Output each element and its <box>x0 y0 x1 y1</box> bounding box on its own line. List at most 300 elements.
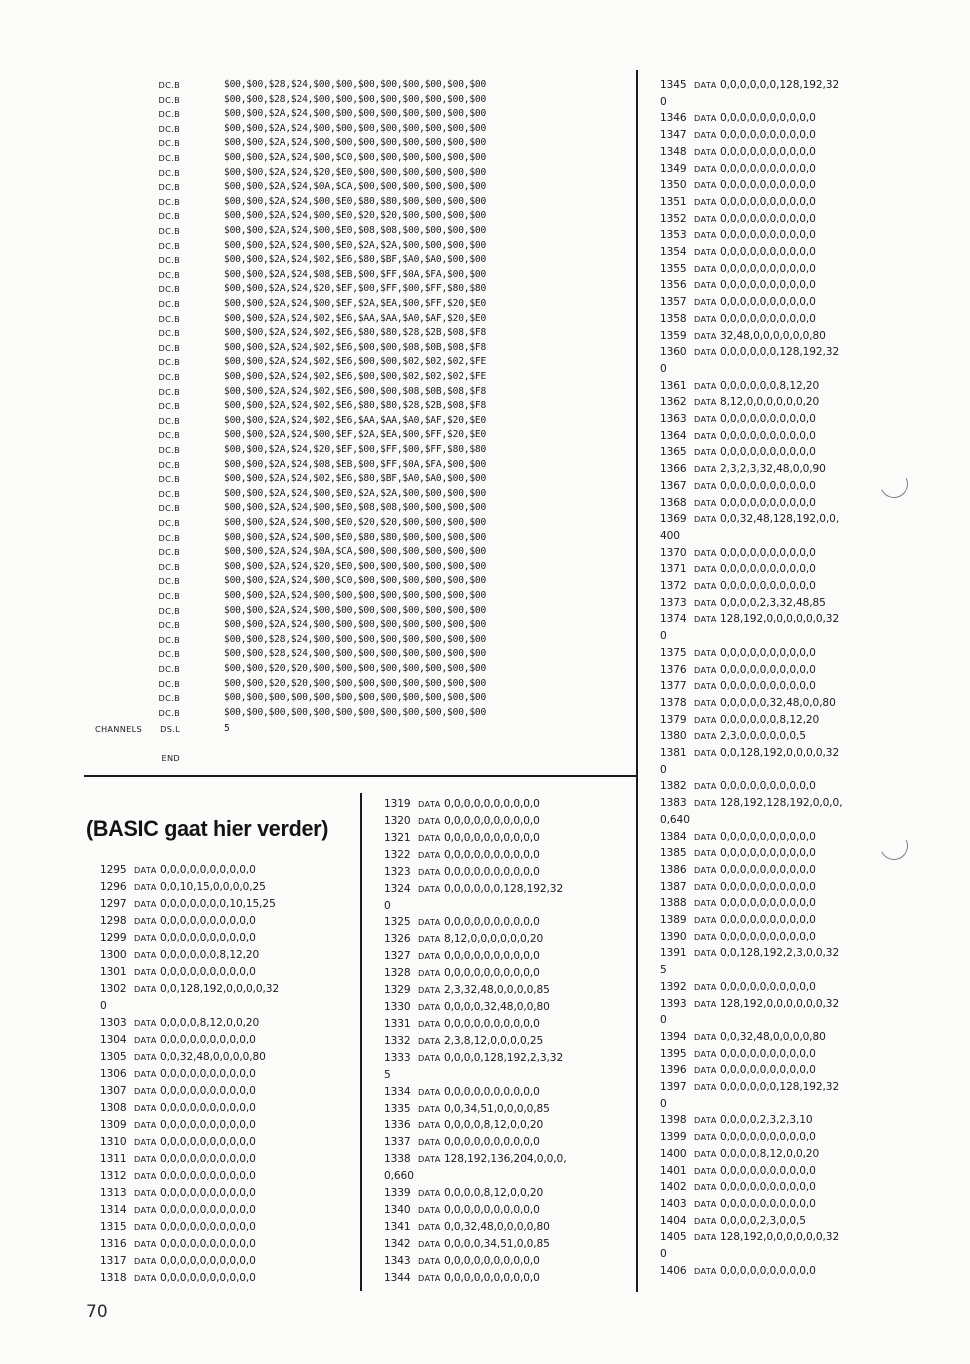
data-values: 0,0,0,0,0,0,0,0,0,0 <box>719 847 816 860</box>
data-values: 0,0,0,0,0,0,0,0,0,0 <box>159 1085 256 1097</box>
data-line <box>384 932 543 946</box>
data-values: 0,0,0,0,0,0,0,0,0,0 <box>719 312 816 325</box>
data-keyword: DATA <box>418 968 441 979</box>
line-number: 1354 <box>660 246 687 258</box>
data-keyword: DATA <box>694 447 717 458</box>
assembly-row <box>80 253 630 267</box>
data-keyword: DATA <box>134 916 157 926</box>
data-values: 0,0,0,0,32,48,0,0,80 <box>443 1001 550 1014</box>
data-keyword: DATA <box>694 113 717 124</box>
data-line <box>384 1254 540 1268</box>
data-values: 0,0,0,0,0,0,0,0,0,0 <box>719 279 816 292</box>
line-number: 1322 <box>384 848 411 861</box>
data-line <box>100 948 259 962</box>
data-keyword: DATA <box>418 917 441 928</box>
data-line <box>384 882 563 896</box>
data-keyword: DATA <box>694 647 717 658</box>
assembly-operands: $00,$00,$2A,$24,$00,$00,$00,$00,$00,$00,$00,$00 <box>224 122 487 134</box>
data-values: 0,0,0,0,2,3,2,3,10 <box>719 1114 813 1127</box>
data-keyword: DATA <box>694 1182 717 1193</box>
data-line <box>384 1102 550 1116</box>
assembly-operands: $00,$00,$2A,$24,$02,$E6,$00,$00,$08,$0B,$08,$F8 <box>224 341 487 353</box>
data-values: 0,0,0,0,0,0,0,0,0,0 <box>719 897 816 910</box>
data-values: 0,0,0,0,0,0,0,0,0,0 <box>719 162 816 175</box>
data-keyword: DATA <box>134 1069 157 1079</box>
line-number: 1317 <box>100 1255 127 1267</box>
line-number: 1380 <box>660 730 687 743</box>
data-values: 0,0,0,0,0,0,0,0,0,0 <box>719 195 816 208</box>
line-number: 1387 <box>660 880 687 893</box>
data-line <box>660 78 839 92</box>
data-values: 0,0,0,0,0,0,128,192,32 <box>719 79 840 91</box>
assembly-directive: DC.B <box>158 109 180 120</box>
data-keyword: DATA <box>694 397 717 408</box>
data-line-continuation <box>660 1013 667 1027</box>
data-line <box>660 796 842 810</box>
assembly-directive: DC.B <box>158 401 180 412</box>
data-line <box>660 863 816 877</box>
line-number: 1351 <box>660 195 687 208</box>
data-line <box>100 1084 256 1098</box>
data-keyword: DATA <box>694 297 717 308</box>
data-line <box>660 329 826 343</box>
data-keyword: DATA <box>134 899 157 909</box>
data-values: 0,0,0,0,0,0,0,0,0,0 <box>719 446 816 459</box>
line-number: 1321 <box>384 831 411 844</box>
data-line <box>660 997 839 1011</box>
data-keyword: DATA <box>694 1082 717 1092</box>
line-number: 1356 <box>660 279 687 292</box>
line-number: 1405 <box>660 1231 687 1244</box>
assembly-directive: DC.B <box>158 649 180 660</box>
data-values: 0,0,32,48,0,0,0,0,80 <box>443 1221 550 1233</box>
assembly-directive: DC.B <box>158 182 180 193</box>
line-number: 1327 <box>384 950 411 963</box>
assembly-directive: DC.B <box>158 620 180 631</box>
assembly-row <box>80 618 630 632</box>
line-number: 1399 <box>660 1131 687 1144</box>
data-keyword: DATA <box>134 1222 157 1232</box>
data-line <box>660 1230 839 1244</box>
line-number: 1335 <box>384 1102 411 1115</box>
data-values: 0 <box>660 630 667 643</box>
assembly-directive: DC.B <box>158 634 180 645</box>
data-values: 0,0,0,0,0,0,0,0,0,0 <box>443 967 540 980</box>
data-values: 0 <box>660 1248 667 1260</box>
data-values: 0,0,0,0,0,0,128,192,32 <box>443 882 564 895</box>
assembly-operands: $00,$00,$2A,$24,$0A,$CA,$00,$00,$00,$00,$00,$00 <box>224 181 487 193</box>
assembly-directive: DC.B <box>158 430 180 441</box>
data-values: 0,0,0,0,0,0,0,0,0,0 <box>719 880 816 893</box>
assembly-directive: END <box>161 753 180 763</box>
line-number: 1393 <box>660 997 687 1010</box>
line-number: 1402 <box>660 1181 687 1194</box>
line-number: 1344 <box>384 1271 411 1284</box>
data-keyword: DATA <box>418 1035 441 1046</box>
data-line <box>100 1101 256 1115</box>
data-line <box>100 931 256 945</box>
data-line <box>660 546 816 560</box>
data-line <box>100 1152 256 1166</box>
data-line <box>660 395 819 409</box>
data-values: 5 <box>384 1068 391 1081</box>
assembly-operands: $00,$00,$2A,$24,$00,$C0,$00,$00,$00,$00,$00,$00 <box>224 152 487 163</box>
data-keyword: DATA <box>694 163 717 174</box>
data-line <box>100 863 256 877</box>
data-values: 0,0,0,0,0,0,0,0,0,0 <box>719 580 816 592</box>
data-keyword: DATA <box>694 881 717 892</box>
data-keyword: DATA <box>694 748 717 758</box>
assembly-label: CHANNELS <box>94 724 142 735</box>
line-number: 1340 <box>384 1204 411 1217</box>
data-line <box>384 831 540 845</box>
assembly-operands: $00,$00,$2A,$24,$20,$E0,$00,$00,$00,$00,$00,$00 <box>224 166 487 178</box>
data-keyword: DATA <box>134 933 157 943</box>
data-keyword: DATA <box>418 1120 441 1131</box>
data-keyword: DATA <box>694 263 717 274</box>
assembly-operands: $00,$00,$2A,$24,$08,$EB,$00,$FF,$0A,$FA,$00,$00 <box>224 268 487 280</box>
data-values: 0,0,0,0,0,0,0,0,0,0 <box>719 1181 816 1194</box>
data-keyword: DATA <box>134 1018 157 1028</box>
data-keyword: DATA <box>694 781 717 792</box>
data-values: 0,0,0,0,0,0,0,0,0,0 <box>719 429 816 442</box>
assembly-directive: DC.B <box>158 80 180 90</box>
line-number: 1318 <box>100 1272 127 1284</box>
line-number: 1323 <box>384 865 411 878</box>
assembly-operands: $00,$00,$2A,$24,$00,$EF,$2A,$EA,$00,$FF,$20,$E0 <box>224 298 487 309</box>
line-number: 1348 <box>660 145 687 158</box>
data-keyword: DATA <box>418 1205 441 1216</box>
data-values: 0,0,0,0,0,0,0,0,0,0 <box>159 1255 256 1267</box>
data-line-continuation <box>660 763 667 777</box>
data-values: 0,0,0,0,0,0,0,0,0,0 <box>443 1271 540 1284</box>
data-values: 0,0,0,0,0,0,0,0,0,0 <box>719 546 816 559</box>
data-keyword: DATA <box>418 985 441 996</box>
data-keyword: DATA <box>694 1115 717 1126</box>
data-keyword: DATA <box>694 998 717 1009</box>
assembly-row <box>80 662 630 676</box>
data-line <box>660 696 836 710</box>
data-values: 0 <box>660 95 667 108</box>
binder-hole-mark <box>876 828 912 864</box>
assembly-operands: $00,$00,$2A,$24,$00,$E0,$08,$08,$00,$00,$00,$00 <box>224 502 487 514</box>
data-values: 0,0,0,0,0,0,0,0,0,0 <box>719 1064 816 1077</box>
assembly-directive: DC.B <box>158 167 180 178</box>
data-keyword: DATA <box>694 230 717 241</box>
line-number: 1316 <box>100 1238 127 1250</box>
data-line <box>660 228 816 242</box>
data-keyword: DATA <box>134 1188 157 1198</box>
data-values: 0,0,0,0,0,0,0,0,0,0 <box>719 112 816 125</box>
data-line <box>660 295 816 309</box>
line-number: 1379 <box>660 713 687 726</box>
assembly-directive: DC.B <box>158 561 180 572</box>
line-number: 1341 <box>384 1221 411 1233</box>
data-keyword: DATA <box>418 1222 441 1232</box>
assembly-operands: $00,$00,$2A,$24,$00,$E0,$2A,$2A,$00,$00,$00,$00 <box>224 487 487 499</box>
assembly-operands: $00,$00,$2A,$24,$02,$E6,$00,$00,$02,$02,$02,$FE <box>224 356 487 368</box>
data-keyword: DATA <box>694 831 717 842</box>
assembly-row <box>80 341 630 355</box>
assembly-directive: DC.B <box>158 503 180 514</box>
data-keyword: DATA <box>134 984 157 994</box>
assembly-operands: $00,$00,$2A,$24,$00,$E0,$80,$80,$00,$00,$00,$00 <box>224 531 487 543</box>
assembly-row <box>80 458 630 472</box>
data-line <box>100 880 266 894</box>
assembly-row <box>80 516 630 530</box>
data-line <box>384 1034 543 1048</box>
line-number: 1360 <box>660 346 687 359</box>
data-line <box>660 312 816 326</box>
data-keyword: DATA <box>694 313 717 324</box>
assembly-operands: $00,$00,$2A,$24,$00,$00,$00,$00,$00,$00,$00,$00 <box>224 108 487 120</box>
data-values: 0,0,0,0,0,0,0,0,0,0 <box>159 966 256 978</box>
data-line <box>100 965 256 979</box>
line-number: 1332 <box>384 1034 411 1047</box>
data-keyword: DATA <box>134 1052 157 1062</box>
assembly-directive: DC.B <box>158 138 180 149</box>
data-values: 128,192,128,192,0,0,0, <box>719 797 843 810</box>
line-number: 1315 <box>100 1221 127 1233</box>
data-line-continuation <box>660 813 690 827</box>
data-values: 2,3,2,3,32,48,0,0,90 <box>719 463 826 476</box>
data-values: 0,0,128,192,0,0,0,0,32 <box>719 747 840 759</box>
data-values: 0,0,32,48,128,192,0,0, <box>719 513 840 526</box>
data-values: 5 <box>660 964 667 977</box>
data-values: 0,0,0,0,0,0,0,0,0,0 <box>443 950 540 963</box>
data-values: 0,0,0,0,0,0,8,12,20 <box>719 379 820 392</box>
data-keyword: DATA <box>694 414 717 424</box>
line-number: 1368 <box>660 496 687 509</box>
line-number: 1382 <box>660 780 687 793</box>
data-line <box>660 846 816 860</box>
data-keyword: DATA <box>694 848 717 859</box>
data-keyword: DATA <box>694 564 717 575</box>
data-line-continuation <box>660 1247 667 1261</box>
data-line <box>660 212 816 226</box>
data-line <box>660 1063 816 1077</box>
data-values: 0,0,0,0,0,0,0,0,0,0 <box>443 865 540 878</box>
data-line <box>100 914 256 928</box>
assembly-row <box>80 209 630 223</box>
data-keyword: DATA <box>694 1232 717 1243</box>
data-values: 0,0,0,0,0,0,0,0,0,0 <box>443 916 540 929</box>
data-values: 0,0,0,0,0,0,0,0,0,0 <box>719 1197 816 1210</box>
line-number: 1404 <box>660 1214 687 1227</box>
data-line <box>384 1135 540 1149</box>
data-keyword: DATA <box>134 1086 157 1096</box>
data-values: 32,48,0,0,0,0,0,0,80 <box>719 329 826 342</box>
data-values: 128,192,0,0,0,0,0,0,32 <box>719 997 840 1010</box>
data-keyword: DATA <box>694 80 717 90</box>
line-number: 1394 <box>660 1030 687 1043</box>
data-keyword: DATA <box>694 948 717 959</box>
line-number: 1375 <box>660 646 687 659</box>
line-number: 1361 <box>660 379 687 392</box>
line-number: 1301 <box>100 966 127 978</box>
data-keyword: DATA <box>694 798 717 809</box>
section-heading: (BASIC gaat hier verder) <box>86 816 329 841</box>
data-line <box>660 579 816 593</box>
data-values: 0,0,0,0,0,0,0,0,0,0 <box>719 780 816 793</box>
assembly-row <box>80 399 630 413</box>
assembly-row <box>80 751 630 765</box>
data-keyword: DATA <box>694 864 717 875</box>
line-number: 1357 <box>660 296 687 309</box>
assembly-operands: $00,$00,$2A,$24,$20,$EF,$00,$FF,$00,$FF,$80,$80 <box>224 444 487 455</box>
data-values: 0,0,0,0,0,0,0,0,0,0 <box>719 246 816 258</box>
data-keyword: DATA <box>694 280 717 291</box>
data-values: 0,0,0,0,0,0,0,0,0,0 <box>719 1264 816 1277</box>
line-number: 1302 <box>100 983 127 995</box>
assembly-operands: $00,$00,$20,$20,$00,$00,$00,$00,$00,$00,$00,$00 <box>224 663 487 674</box>
data-values: 0,0,0,0,128,192,2,3,32 <box>443 1051 564 1064</box>
data-keyword: DATA <box>134 1239 157 1249</box>
line-number: 1373 <box>660 596 687 609</box>
assembly-operands: $00,$00,$28,$24,$00,$00,$00,$00,$00,$00,$00,$00 <box>224 93 487 105</box>
data-line <box>660 429 816 443</box>
data-values: 2,3,8,12,0,0,0,0,25 <box>443 1034 544 1047</box>
data-values: 0,0,0,0,0,0,0,0,0,0 <box>719 930 816 943</box>
data-values: 0,0,0,0,0,0,0,0,0,0 <box>159 1153 256 1165</box>
data-line <box>660 345 839 359</box>
assembly-row <box>80 589 630 603</box>
data-values: 0,0,0,0,0,0,0,0,0,0 <box>719 863 816 876</box>
assembly-operands: $00,$00,$2A,$24,$00,$00,$00,$00,$00,$00,$00,$00 <box>224 604 487 616</box>
data-line <box>660 479 816 493</box>
assembly-directive: DC.B <box>158 284 180 295</box>
line-number: 1345 <box>660 79 687 91</box>
line-number: 1384 <box>660 830 687 843</box>
data-values: 0,0,0,0,0,0,0,0,0,0 <box>159 864 256 876</box>
assembly-row <box>80 355 630 369</box>
line-number: 1381 <box>660 747 687 759</box>
data-line <box>660 913 816 927</box>
data-line <box>100 1118 256 1132</box>
assembly-directive: DC.B <box>158 459 180 470</box>
line-number: 1358 <box>660 312 687 325</box>
line-number: 1300 <box>100 949 127 961</box>
assembly-row <box>80 443 630 457</box>
data-values: 0,0,0,0,8,12,0,0,20 <box>443 1187 544 1200</box>
data-values: 0,0,32,48,0,0,0,0,80 <box>159 1051 266 1063</box>
data-keyword: DATA <box>418 951 441 962</box>
data-line-continuation <box>384 899 391 913</box>
data-keyword: DATA <box>418 1018 441 1029</box>
assembly-directive: DC.B <box>158 605 180 616</box>
data-line <box>100 897 276 911</box>
line-number: 1310 <box>100 1136 127 1148</box>
data-line <box>660 1264 816 1278</box>
line-number: 1308 <box>100 1102 127 1114</box>
data-keyword: DATA <box>134 882 157 892</box>
data-values: 0,0,0,0,0,0,0,10,15,25 <box>159 898 276 910</box>
data-line <box>100 1271 256 1285</box>
line-number: 1329 <box>384 984 411 997</box>
assembly-directive: DC.B <box>158 357 180 368</box>
line-number: 1377 <box>660 680 687 693</box>
assembly-operands: $00,$00,$2A,$24,$02,$E6,$80,$80,$28,$2B,$08,$F8 <box>224 327 487 339</box>
data-values: 0,0,0,0,0,0,0,0,0,0 <box>443 814 540 827</box>
data-line <box>660 880 816 894</box>
data-line <box>384 1203 540 1217</box>
data-keyword: DATA <box>418 1154 441 1165</box>
data-keyword: DATA <box>418 866 441 877</box>
data-line <box>100 1237 256 1251</box>
assembly-operands: $00,$00,$2A,$24,$02,$E6,$00,$00,$02,$02,$02,$FE <box>224 371 487 382</box>
assembly-operands: $00,$00,$28,$24,$00,$00,$00,$00,$00,$00,$00,$00 <box>224 648 487 660</box>
assembly-row <box>80 151 630 165</box>
data-line <box>100 1186 256 1200</box>
data-values: 0,0,0,0,0,0,0,0,0,0 <box>443 848 540 861</box>
data-keyword: DATA <box>694 130 717 141</box>
data-line <box>660 830 816 844</box>
assembly-operands: $00,$00,$00,$00,$00,$00,$00,$00,$00,$00,$00,$00 <box>224 692 487 704</box>
data-line-continuation <box>660 1097 667 1111</box>
data-keyword: DATA <box>694 1132 717 1143</box>
data-values: 0,0,0,0,0,0,0,0,0,0 <box>443 1017 540 1030</box>
data-line <box>660 1047 816 1061</box>
data-line <box>660 746 839 760</box>
line-number: 1364 <box>660 429 687 442</box>
data-keyword: DATA <box>694 1165 717 1176</box>
data-line <box>384 1017 540 1031</box>
data-values: 0,0,0,0,0,0,0,0,0,0 <box>719 563 816 576</box>
data-line <box>384 1118 543 1132</box>
data-line <box>660 1080 839 1094</box>
data-values: 0,0,0,0,0,0,0,0,0,0 <box>719 296 816 309</box>
data-line-continuation <box>660 963 667 977</box>
line-number: 1314 <box>100 1204 127 1216</box>
data-line <box>660 930 816 944</box>
assembly-directive: DC.B <box>158 488 180 499</box>
line-number: 1346 <box>660 112 687 125</box>
data-line <box>100 1169 256 1183</box>
data-values: 0,0,0,0,2,3,0,0,5 <box>719 1214 806 1227</box>
data-line <box>384 1220 550 1234</box>
data-values: 0,0,0,0,0,0,0,0,0,0 <box>719 1131 816 1144</box>
data-keyword: DATA <box>694 547 717 558</box>
assembly-directive: DC.B <box>158 342 180 353</box>
data-keyword: DATA <box>694 146 717 157</box>
data-line-continuation <box>660 95 667 109</box>
line-number: 1309 <box>100 1119 127 1131</box>
assembly-directive: DC.B <box>158 518 180 528</box>
data-line <box>100 982 279 996</box>
assembly-row <box>80 414 630 428</box>
data-values: 0,0,0,0,0,0,0,0,0,0 <box>159 1136 256 1148</box>
data-values: 0,0,0,0,0,0,0,0,0,0 <box>719 663 816 676</box>
data-keyword: DATA <box>134 950 157 960</box>
data-values: 0,0,0,0,8,12,0,0,20 <box>159 1017 260 1029</box>
page-number: 70 <box>86 1302 108 1322</box>
data-line <box>660 462 826 476</box>
line-number: 1324 <box>384 882 411 895</box>
data-values: 0 <box>384 899 391 912</box>
data-line <box>660 1030 826 1044</box>
line-number: 1362 <box>660 396 687 409</box>
assembly-operands: $00,$00,$2A,$24,$00,$00,$00,$00,$00,$00,$00,$00 <box>224 137 487 149</box>
data-line <box>100 1067 256 1081</box>
data-line <box>660 729 806 743</box>
data-values: 0,0,0,0,0,0,0,0,0,0 <box>159 1221 256 1233</box>
data-values: 8,12,0,0,0,0,0,0,20 <box>719 396 820 409</box>
data-keyword: DATA <box>134 1171 157 1181</box>
assembly-row <box>80 531 630 545</box>
data-keyword: DATA <box>134 1205 157 1215</box>
line-number: 1338 <box>384 1153 411 1166</box>
assembly-row <box>80 326 630 340</box>
